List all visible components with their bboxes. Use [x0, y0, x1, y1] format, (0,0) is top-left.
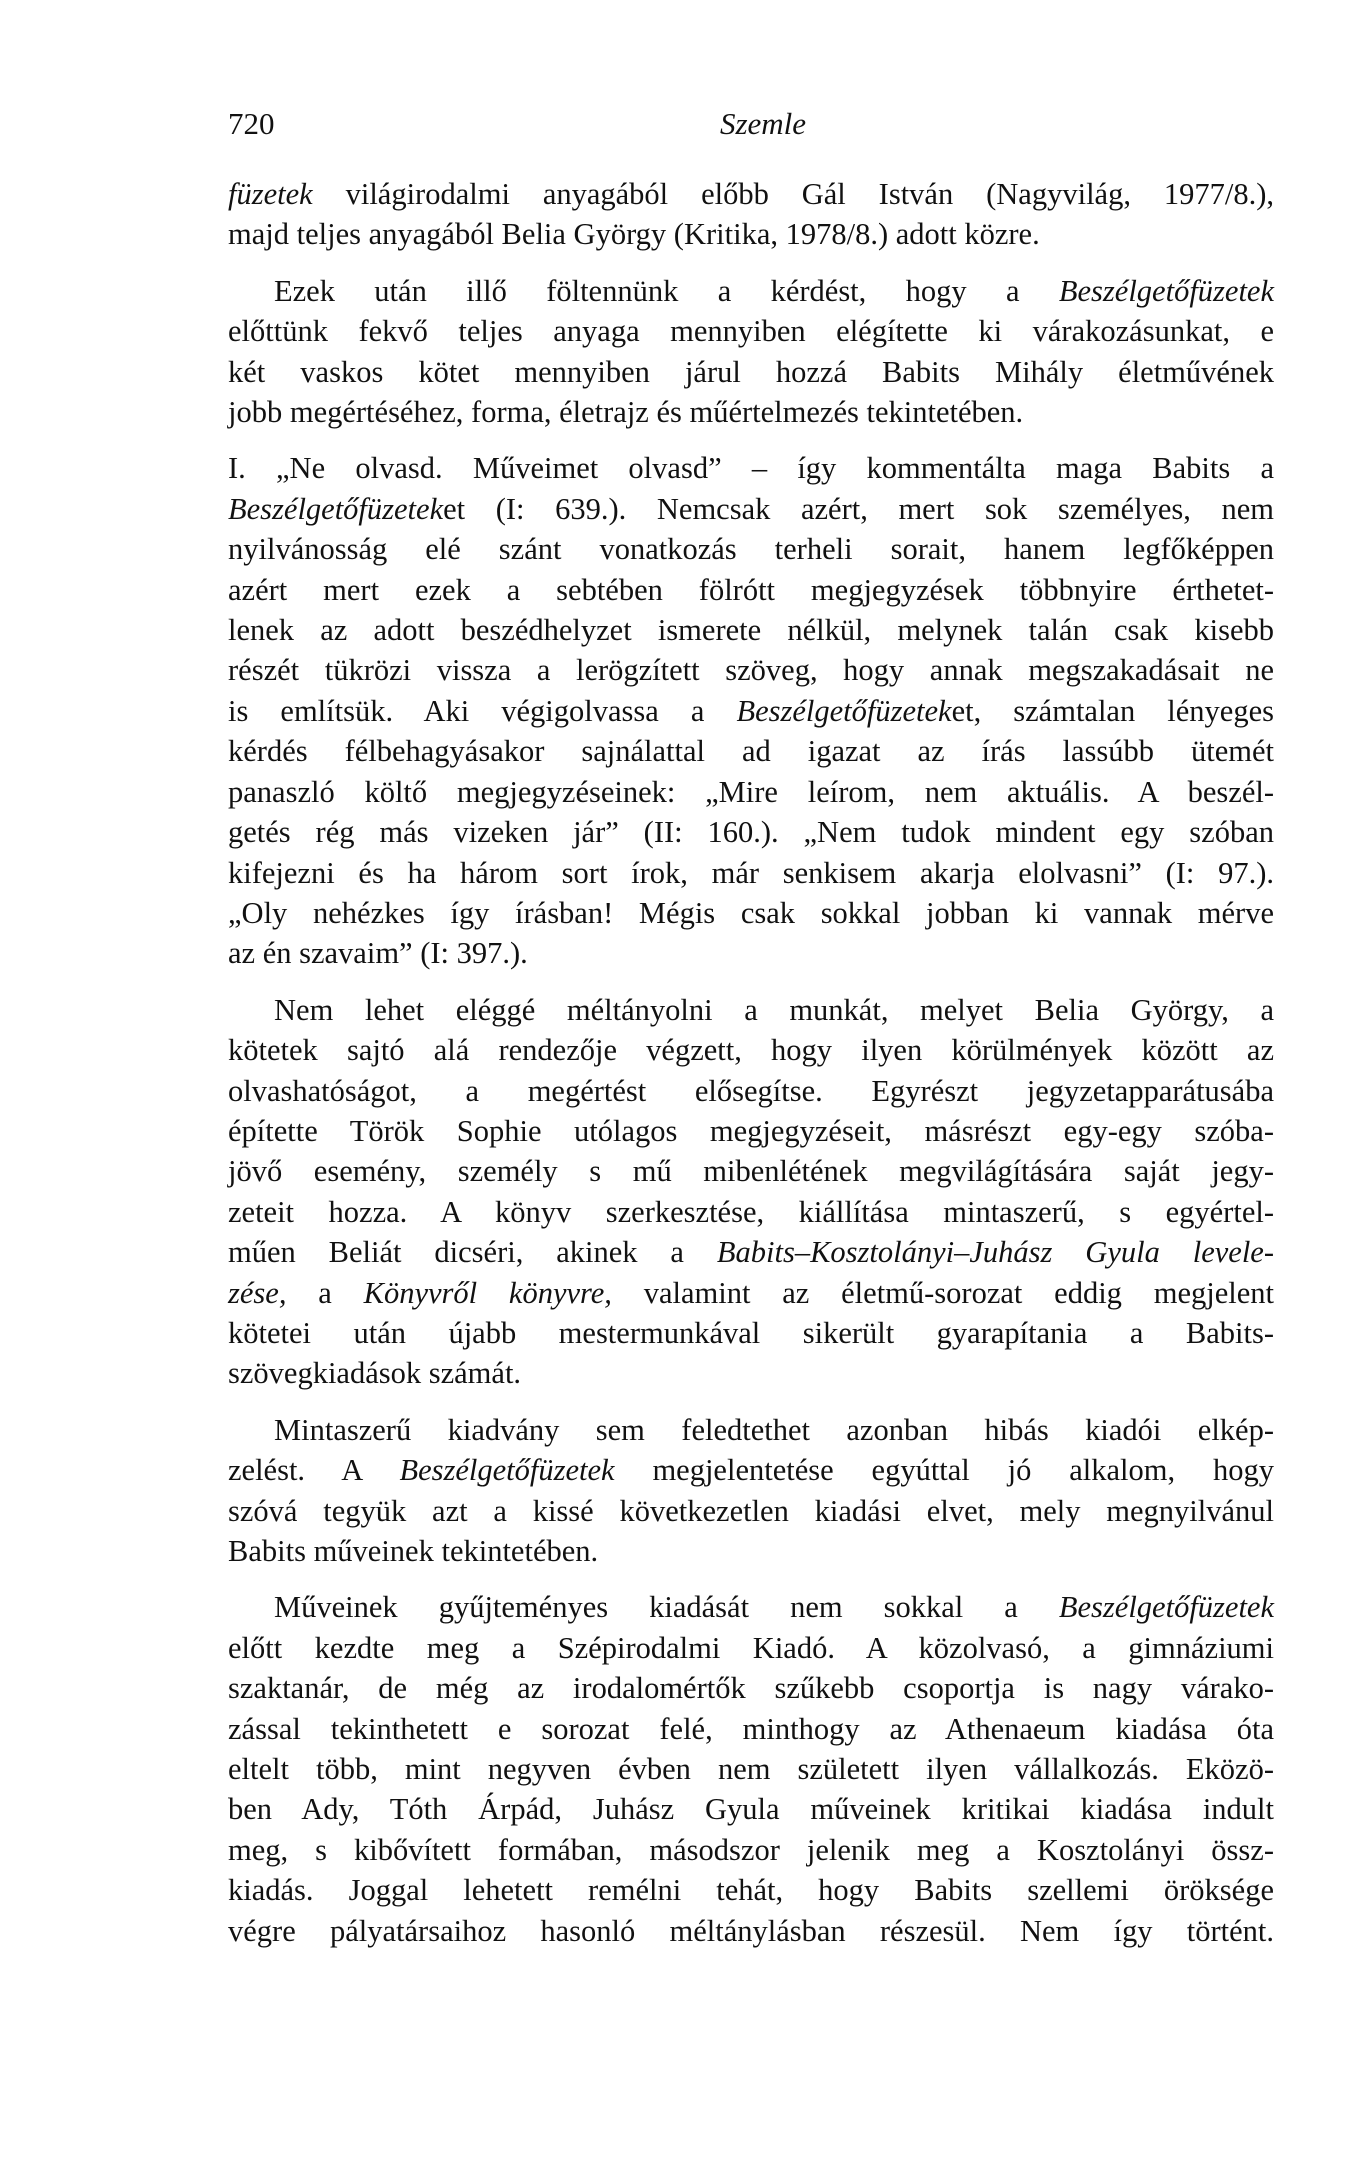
italic-title: füzetek	[228, 177, 313, 211]
text-segment: Ezek után illő föltennünk a kérdést, hogy a	[274, 273, 1059, 308]
text-segment: előttünk fekvő teljes anyaga mennyiben elégítette ki várakozásunkat, e	[228, 314, 1274, 349]
text-segment: ben Ady, Tóth Árpád, Juhász Gyula műveinek kritikai kiadása indult	[228, 1792, 1274, 1827]
text-line	[228, 1030, 1274, 1070]
text-line	[228, 1531, 1274, 1571]
text-segment: eltelt több, mint negyven évben nem született ilyen vállalkozás. Eközö-	[228, 1752, 1274, 1787]
text-line	[228, 1273, 1274, 1313]
text-segment: et (I: 639.). Nemcsak azért, mert sok személyes, nem	[443, 491, 1274, 526]
text-line	[228, 352, 1274, 392]
text-line	[228, 1668, 1274, 1708]
page-header	[228, 104, 1274, 144]
text-line	[228, 1870, 1274, 1910]
text-segment: szövegkiadások számát.	[228, 1356, 522, 1391]
text-line	[228, 1709, 1274, 1749]
text-line	[228, 570, 1274, 610]
text-segment: építette Török Sophie utólagos megjegyzéseit, másrészt egy-egy szóba-	[228, 1113, 1274, 1148]
text-line	[228, 1628, 1274, 1668]
italic-title: Könyvről könyvre,	[363, 1275, 612, 1310]
text-line	[228, 772, 1274, 812]
text-segment: kifejezni és ha három sort írok, már senkisem akarja elolvasni” (I: 97.).	[228, 855, 1274, 890]
body-text	[228, 174, 1274, 1951]
text-segment: szóvá tegyük azt a kissé következetlen kiadási elvet, mely megnyilvánul	[228, 1493, 1274, 1528]
text-line	[228, 1192, 1274, 1232]
text-line	[228, 214, 1274, 254]
text-segment: szaktanár, de még az irodalomértők szűkebb csoportja is nagy várako-	[228, 1671, 1274, 1706]
text-segment: „Oly nehézkes így írásban! Mégis csak sokkal jobban ki vannak mérve	[228, 895, 1274, 930]
text-segment: kötetei után újabb mestermunkával sikerült gyarapítania a Babits-	[228, 1315, 1274, 1350]
text-segment: Nem lehet eléggé méltányolni a munkát, melyet Belia György, a	[274, 992, 1274, 1027]
paragraph	[228, 1410, 1274, 1572]
text-segment: jövő esemény, személy s mű mibenlétének megvilágítására saját jegy-	[228, 1154, 1274, 1189]
text-segment: et, számtalan lényeges	[951, 693, 1274, 728]
text-line	[228, 990, 1274, 1030]
text-line	[228, 448, 1274, 488]
italic-title: Beszélgetőfüzetek	[1058, 1590, 1274, 1625]
text-segment: zelést. A	[228, 1453, 400, 1488]
text-segment: végre pályatársaihoz hasonló méltánylásban részesül. Nem így történt.	[228, 1913, 1274, 1948]
text-line	[228, 1749, 1274, 1789]
text-segment: kötetek sajtó alá rendezője végzett, hogy ilyen körülmények között az	[228, 1033, 1274, 1068]
text-line	[228, 1911, 1274, 1951]
text-segment: műen Beliát dicséri, akinek a	[228, 1235, 717, 1270]
text-segment: I. „Ne olvasd. Műveimet olvasd” – így kommentálta maga Babits a	[228, 451, 1274, 486]
text-segment: zással tekinthetett e sorozat felé, minthogy az Athenaeum kiadása óta	[228, 1711, 1274, 1746]
italic-title: zése,	[228, 1275, 287, 1310]
text-segment: nyilvánosság elé szánt vonatkozás terheli sorait, hanem legfőképpen	[228, 532, 1274, 567]
text-segment: az én szavaim” (I: 397.).	[228, 936, 528, 971]
text-line	[228, 1151, 1274, 1191]
text-segment: valamint az életmű-sorozat eddig megjelent	[611, 1275, 1274, 1310]
text-segment: meg, s kibővített formában, másodszor jelenik meg a Kosztolányi össz-	[228, 1832, 1274, 1867]
text-segment: kiadás. Joggal lehetett remélni tehát, hogy Babits szellemi öröksége	[228, 1873, 1274, 1908]
text-line	[228, 489, 1274, 529]
text-segment: Babits műveinek tekintetében.	[228, 1534, 599, 1568]
text-segment: két vaskos kötet mennyiben járul hozzá Babits Mihály életművének	[228, 354, 1274, 389]
text-line	[228, 271, 1274, 311]
paragraph	[228, 271, 1274, 433]
text-line	[228, 1410, 1274, 1450]
text-line	[228, 1587, 1274, 1627]
text-segment: megjelentetése egyúttal jó alkalom, hogy	[614, 1453, 1274, 1488]
text-line	[228, 529, 1274, 569]
text-line	[228, 1071, 1274, 1111]
text-line	[228, 1353, 1274, 1393]
text-line	[228, 893, 1274, 933]
text-line	[228, 1111, 1274, 1151]
text-line	[228, 812, 1274, 852]
text-segment: is említsük. Aki végigolvassa a	[228, 693, 737, 728]
running-title: Szemle	[719, 106, 807, 141]
text-line	[228, 174, 1274, 214]
text-line	[228, 1789, 1274, 1829]
italic-title: Beszélgetőfüzetek	[228, 491, 444, 526]
text-segment: Műveinek gyűjteményes kiadását nem sokkal a	[274, 1590, 1059, 1625]
paragraph	[228, 174, 1274, 255]
italic-title: Beszélgetőfüzetek	[399, 1453, 615, 1488]
text-segment: kérdés félbehagyásakor sajnálattal ad igazat az írás lassúbb ütemét	[228, 734, 1274, 769]
italic-title: Beszélgetőfüzetek	[736, 693, 952, 728]
text-segment: getés rég más vizeken jár” (II: 160.). „Nem tudok mindent egy szóban	[228, 815, 1274, 850]
text-segment: Mintaszerű kiadvány sem feledtethet azonban hibás kiadói elkép-	[274, 1412, 1274, 1447]
text-segment: részét tükrözi vissza a lerögzített szöveg, hogy annak megszakadásait ne	[228, 653, 1274, 688]
text-segment: a	[286, 1275, 364, 1310]
paragraph	[228, 448, 1274, 973]
text-line	[228, 1450, 1274, 1490]
text-segment: olvashatóságot, a megértést elősegítse. Egyrészt jegyzetapparátusába	[228, 1073, 1274, 1108]
text-line	[228, 1232, 1274, 1272]
text-line	[228, 1313, 1274, 1353]
text-line	[228, 933, 1274, 973]
text-line	[228, 1491, 1274, 1531]
text-line	[228, 610, 1274, 650]
page-number: 720	[228, 106, 275, 141]
text-line	[228, 650, 1274, 690]
text-line	[228, 1830, 1274, 1870]
paragraph	[228, 990, 1274, 1394]
text-segment: jobb megértéséhez, forma, életrajz és műértelmezés tekintetében.	[228, 395, 1024, 430]
text-segment: majd teljes anyagából Belia György (Kritika, 1978/8.) adott közre.	[228, 217, 1040, 252]
italic-title: Babits–Kosztolányi–Juhász Gyula levele-	[716, 1235, 1274, 1270]
text-line	[228, 853, 1274, 893]
text-segment: világirodalmi anyagából előbb Gál István (Nagyvilág, 1977/8.),	[312, 177, 1274, 211]
text-line	[228, 691, 1274, 731]
paragraph	[228, 1587, 1274, 1951]
text-segment: azért mert ezek a sebtében fölrótt megjegyzések többnyire érthetet-	[228, 572, 1274, 607]
italic-title: Beszélgetőfüzetek	[1058, 273, 1274, 308]
text-segment: lenek az adott beszédhelyzet ismerete nélkül, melynek talán csak kisebb	[228, 613, 1274, 648]
text-line	[228, 731, 1274, 771]
text-segment: előtt kezdte meg a Szépirodalmi Kiadó. A közolvasó, a gimnáziumi	[228, 1630, 1274, 1665]
text-segment: zeteit hozza. A könyv szerkesztése, kiállítása mintaszerű, s egyértel-	[228, 1194, 1274, 1229]
text-line	[228, 392, 1274, 432]
text-segment: panaszló költő megjegyzéseinek: „Mire leírom, nem aktuális. A beszél-	[228, 774, 1274, 809]
text-line	[228, 311, 1274, 351]
